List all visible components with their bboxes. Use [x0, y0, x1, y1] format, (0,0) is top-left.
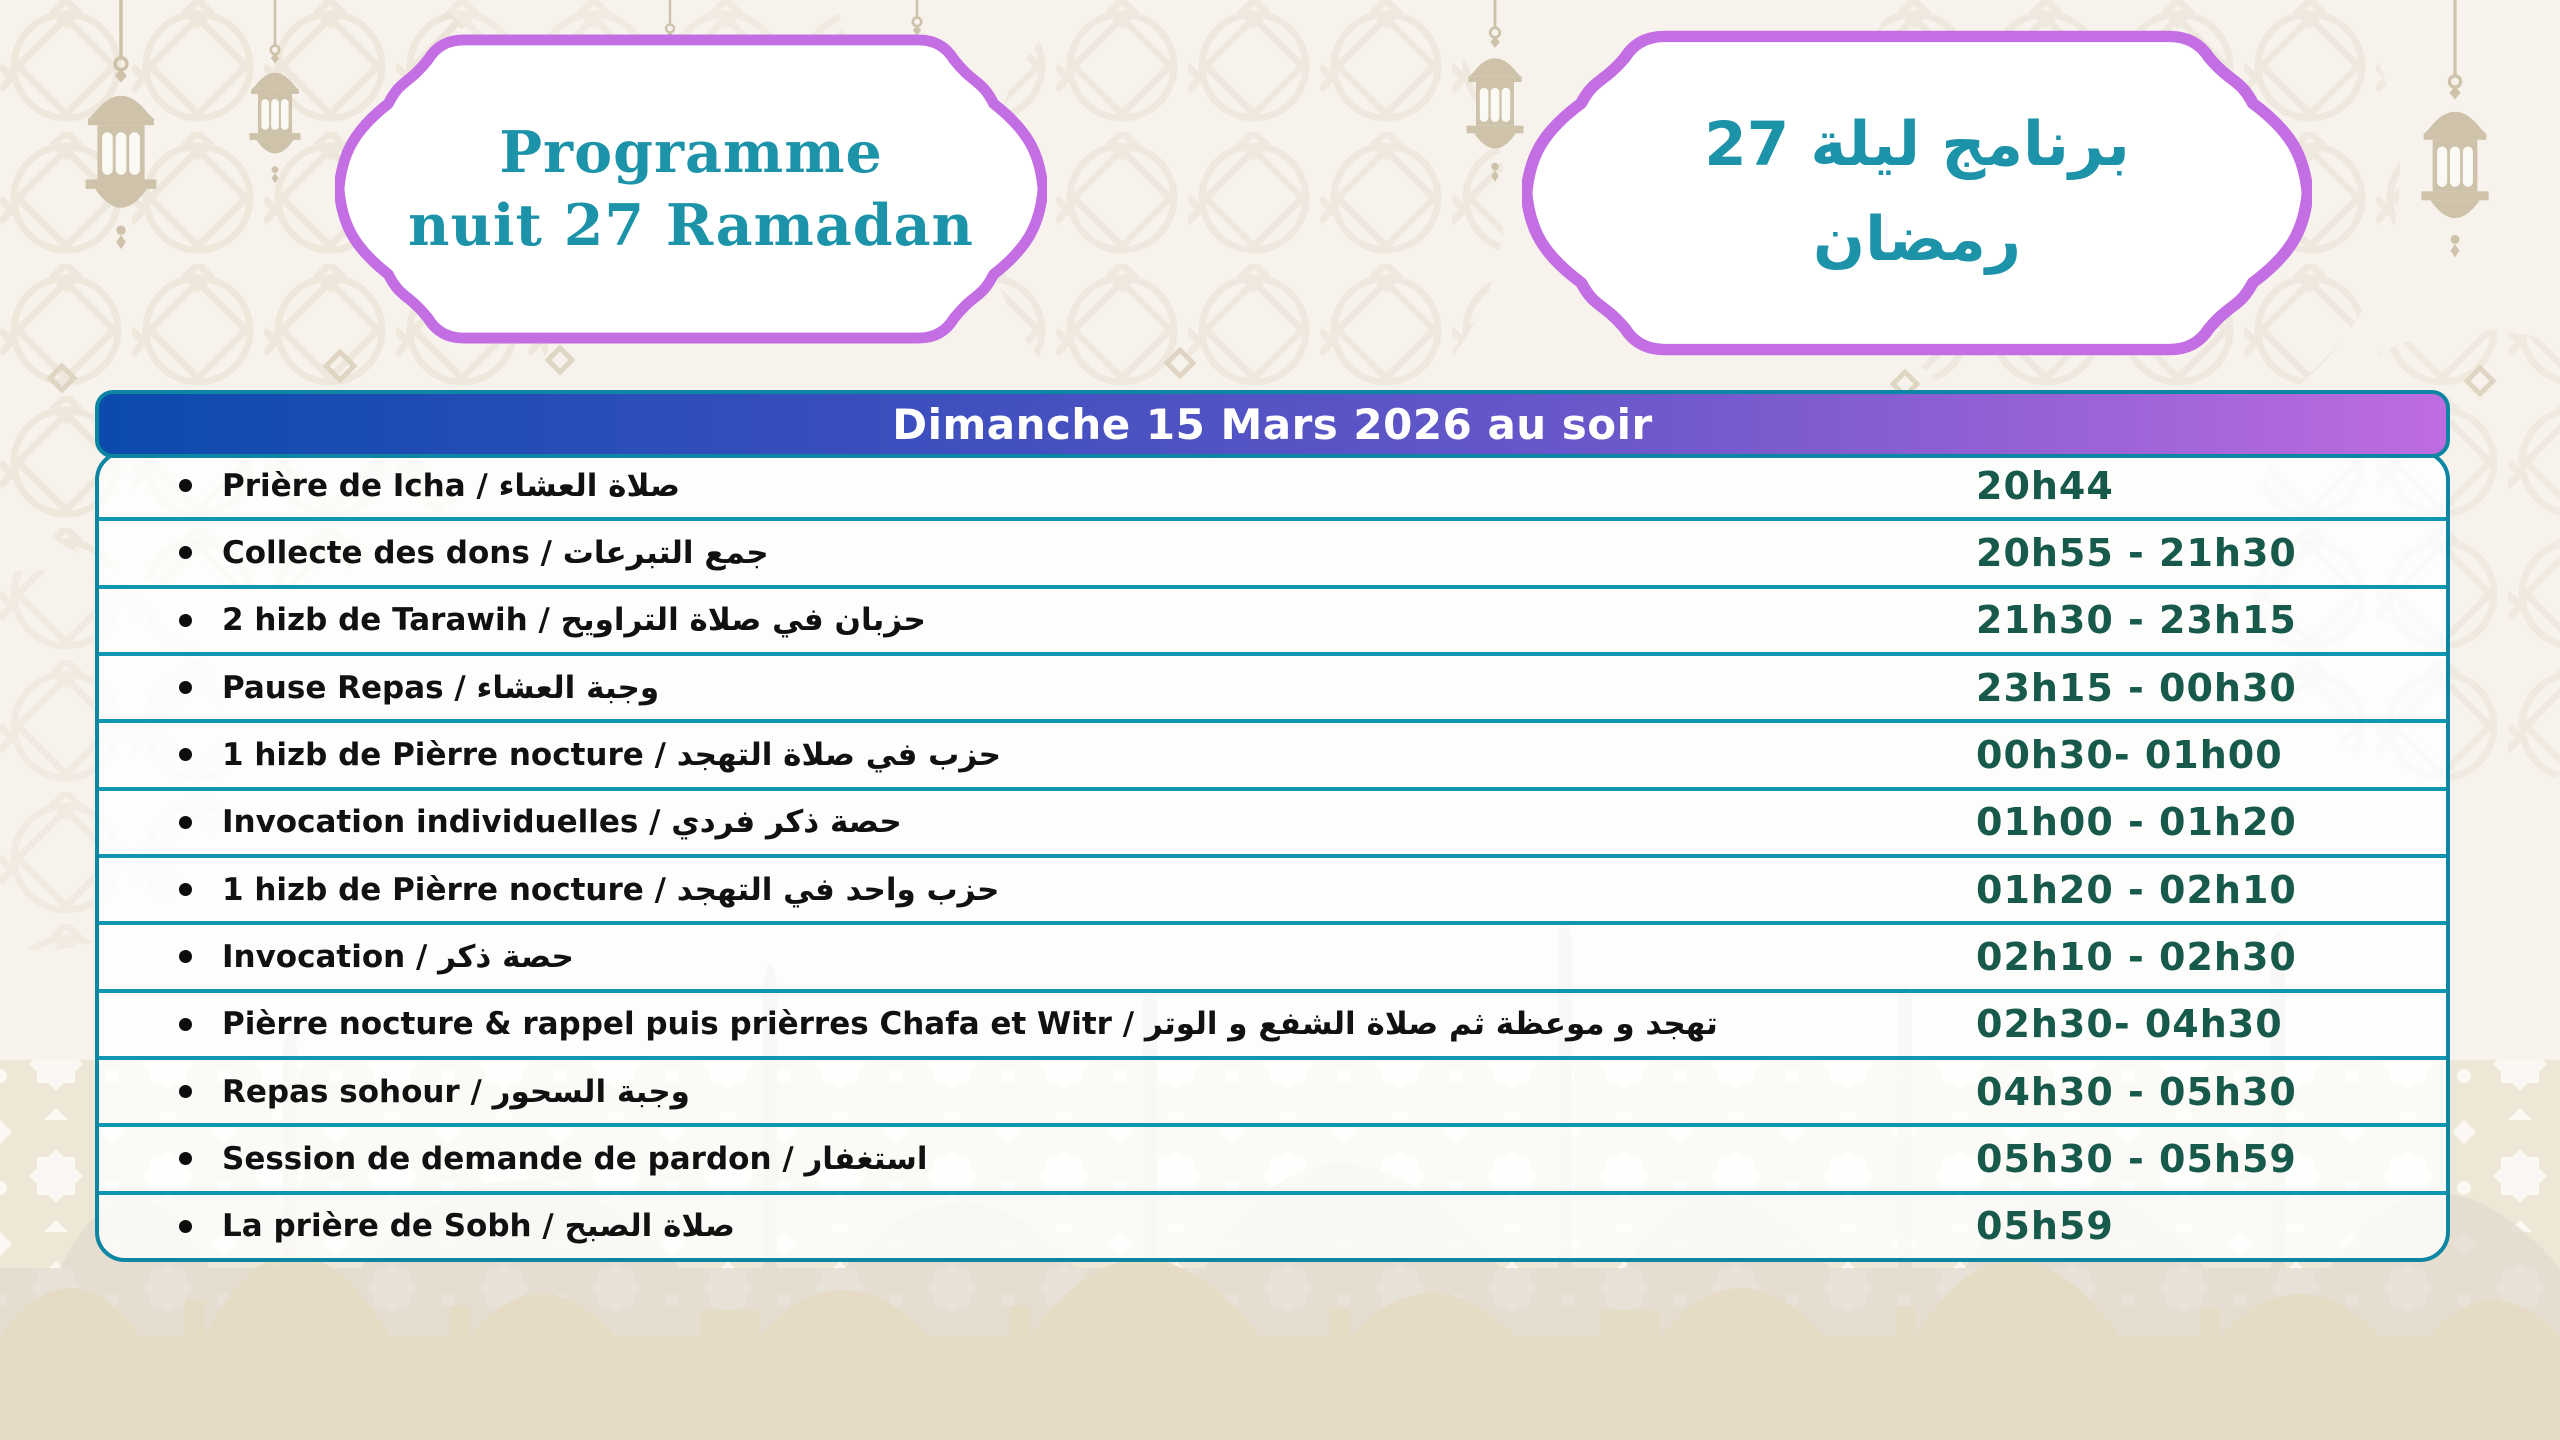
event-time: 02h10 - 02h30 — [1976, 934, 2297, 979]
event-label: Pièrre nocture & rappel puis prièrres Chafa et Witr / تهجد و موعظة ثم صلاة الشفع و الوتر — [222, 1006, 1718, 1043]
event-label: Pause Repas / وجبة العشاء — [222, 669, 660, 706]
schedule-row — [99, 1056, 2446, 1123]
bullet-icon — [179, 748, 192, 761]
schedule-row — [99, 585, 2446, 652]
schedule-row — [99, 854, 2446, 921]
event-time: 21h30 - 23h15 — [1976, 598, 2297, 643]
event-time: 04h30 - 05h30 — [1976, 1069, 2297, 1114]
bullet-icon — [179, 950, 192, 963]
bullet-icon — [179, 816, 192, 829]
bullet-icon — [179, 546, 192, 559]
title-arabic-line2: رمضان — [1813, 204, 2021, 275]
title-arabic-line1: برنامج ليلة 27 — [1704, 109, 2130, 181]
title-french-line2: nuit 27 Ramadan — [408, 192, 974, 259]
date-header-label: Dimanche 15 Mars 2026 au soir — [892, 399, 1653, 449]
event-time: 20h55 - 21h30 — [1976, 530, 2297, 575]
event-time: 05h30 - 05h59 — [1976, 1136, 2297, 1181]
schedule-row — [99, 719, 2446, 786]
event-time: 00h30- 01h00 — [1976, 732, 2283, 777]
title-french-line1: Programme — [499, 118, 883, 186]
event-time: 05h59 — [1976, 1204, 2114, 1249]
event-time: 02h30- 04h30 — [1976, 1002, 2283, 1047]
schedule-row — [99, 517, 2446, 584]
event-label: 1 hizb de Pièrre nocture / حزب واحد في التهجد — [222, 871, 1000, 908]
schedule-table — [95, 390, 2450, 1262]
title-frame-french — [335, 30, 1047, 348]
event-label: 1 hizb de Pièrre nocture / حزب في صلاة التهجد — [222, 736, 1001, 773]
event-label: 2 hizb de Tarawih / حزبان في صلاة التراويح — [222, 602, 926, 639]
schedule-row — [99, 921, 2446, 988]
event-time: 01h20 - 02h10 — [1976, 867, 2297, 912]
bullet-icon — [179, 1018, 192, 1031]
event-label: Collecte des dons / جمع التبرعات — [222, 534, 769, 571]
event-time: 20h44 — [1976, 463, 2114, 508]
bullet-icon — [179, 479, 192, 492]
lantern-icon — [2421, 0, 2488, 257]
schedule-row — [99, 652, 2446, 719]
schedule-row — [99, 454, 2446, 517]
event-time: 23h15 - 00h30 — [1976, 665, 2297, 710]
event-label: Invocation / حصة ذكر — [222, 938, 574, 975]
event-label: Repas sohour / وجبة السحور — [222, 1073, 690, 1110]
schedule-row — [99, 989, 2446, 1056]
event-label: Prière de Icha / صلاة العشاء — [222, 467, 680, 504]
schedule-rows — [95, 450, 2450, 1262]
bullet-icon — [179, 1152, 192, 1165]
event-time: 01h00 - 01h20 — [1976, 800, 2297, 845]
schedule-row — [99, 1123, 2446, 1190]
event-label: Session de demande de pardon / استغفار — [222, 1140, 928, 1177]
event-label: La prière de Sobh / صلاة الصبح — [222, 1208, 735, 1245]
schedule-row — [99, 1191, 2446, 1258]
bullet-icon — [179, 883, 192, 896]
title-frame-arabic — [1522, 26, 2312, 360]
bullet-icon — [179, 1085, 192, 1098]
date-header — [95, 390, 2450, 458]
bullet-icon — [179, 1220, 192, 1233]
event-label: Invocation individuelles / حصة ذكر فردي — [222, 804, 902, 841]
bullet-icon — [179, 614, 192, 627]
bullet-icon — [179, 681, 192, 694]
schedule-row — [99, 787, 2446, 854]
